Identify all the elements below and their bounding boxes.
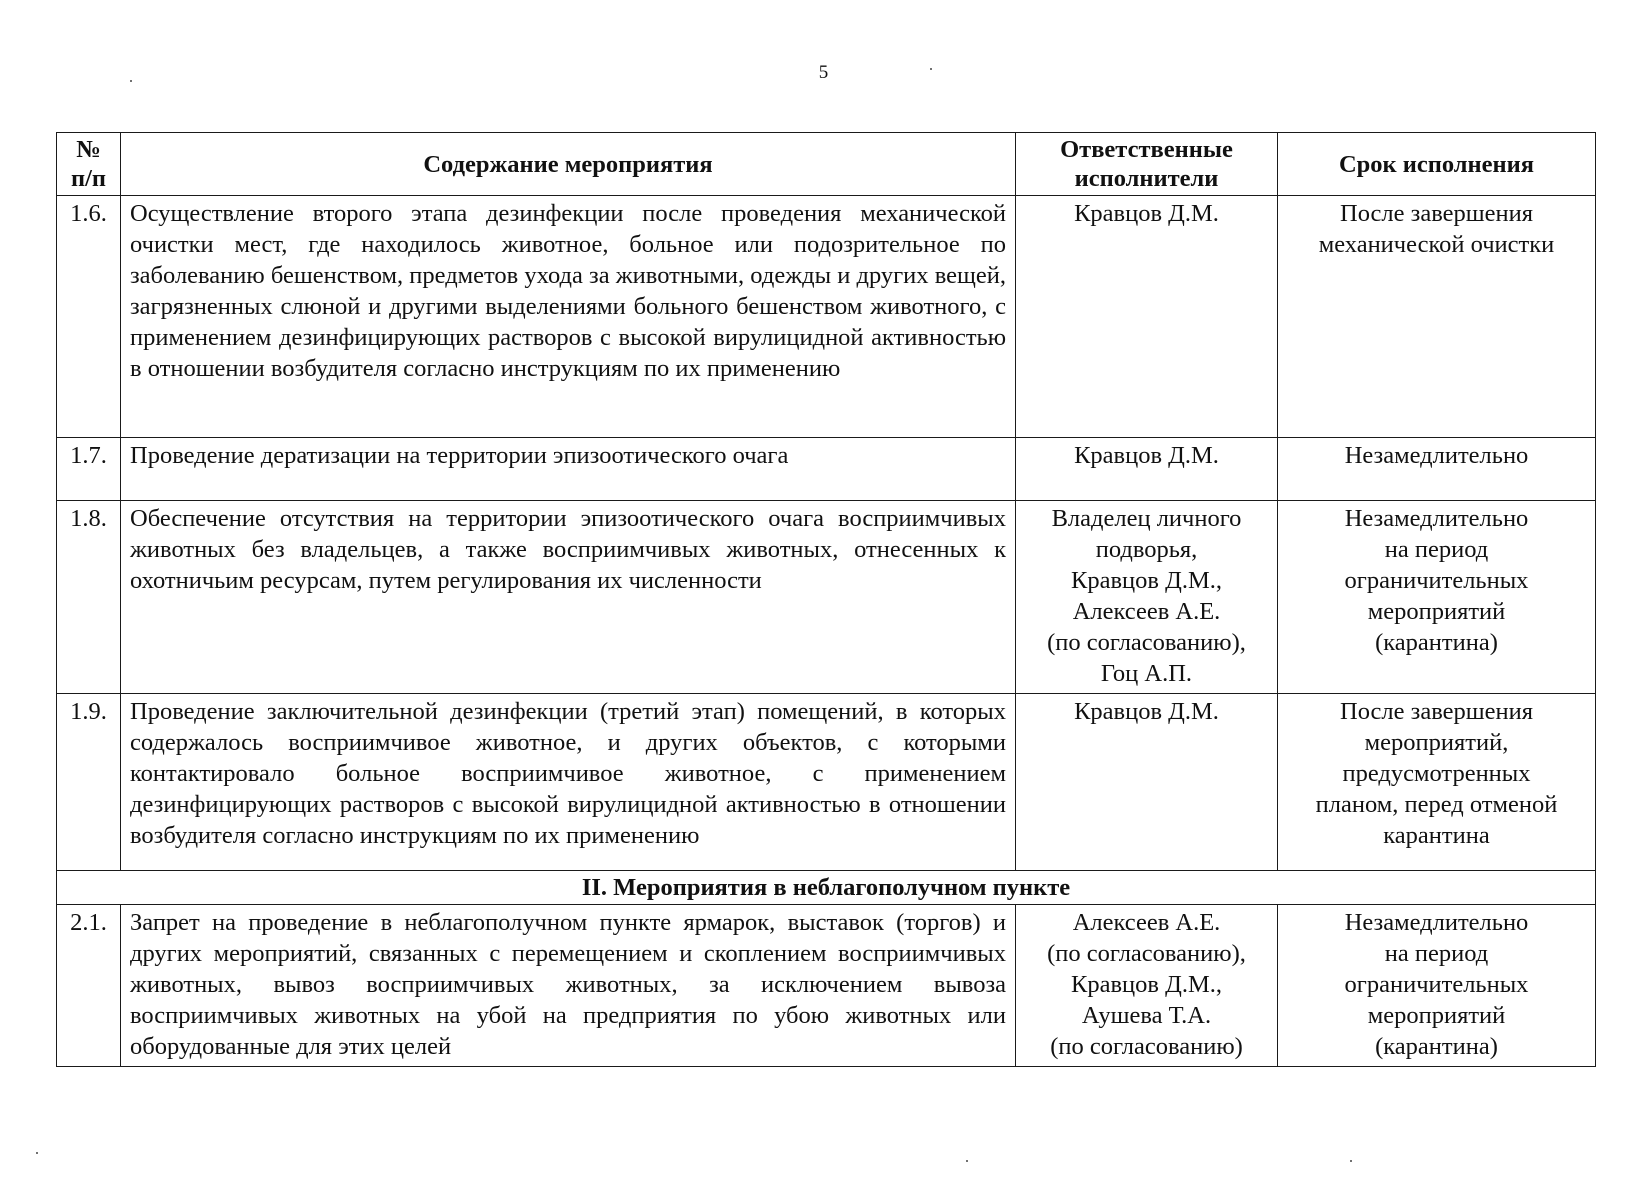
header-num: № п/п — [57, 133, 121, 196]
row-responsible — [1016, 196, 1278, 438]
term-line: (карантина) — [1375, 629, 1498, 656]
activities-table — [56, 132, 1596, 1067]
scan-speck — [1350, 1160, 1352, 1162]
scan-speck — [36, 1152, 38, 1154]
term-line: Незамедлительно — [1344, 442, 1529, 469]
term-line: предусмотренных — [1342, 760, 1531, 787]
term-line: (карантина) — [1375, 1033, 1498, 1060]
row-number: 2.1. — [57, 905, 121, 1067]
row-content: Проведение заключительной дезинфекции (третий этап) помещений, в которых содержалось восприимчивое животное, и других объектов, с которыми контактировало больное восприимчивое животное, с применением дезинфицирующих растворов с высокой вирулицидной активностью в отношении возбудителя согласно инструкциям по их применению — [121, 694, 1016, 871]
responsible-line: (по согласованию), — [1047, 629, 1246, 656]
term-line: После завершения — [1340, 698, 1533, 725]
responsible-line: (по согласованию) — [1050, 1033, 1243, 1060]
row-number: 1.9. — [57, 694, 121, 871]
term-line: Незамедлительно — [1344, 909, 1529, 936]
row-content: Проведение дератизации на территории эпизоотического очага — [121, 438, 1016, 501]
row-term — [1278, 438, 1596, 501]
row-number: 1.6. — [57, 196, 121, 438]
responsible-line: Алексеев А.Е. — [1072, 909, 1221, 936]
row-content: Обеспечение отсутствия на территории эпизоотического очага восприимчивых животных без владельцев, а также восприимчивых животных, отнесенных к охотничьим ресурсам, путем регулирования их численности — [121, 501, 1016, 694]
row-responsible — [1016, 438, 1278, 501]
header-term: Срок исполнения — [1278, 133, 1596, 196]
section-row — [57, 871, 1596, 905]
table-row — [57, 438, 1596, 501]
row-content: Осуществление второго этапа дезинфекции после проведения механической очистки мест, где находилось животное, больное или подозрительное по заболеванию бешенством, предметов ухода за животными, одежды и других вещей, загрязненных слюной и другими выделениями больного бешенством животного, с применением дезинфицирующих растворов с высокой вирулицидной активностью в отношении возбудителя согласно инструкциям по их применению — [121, 196, 1016, 438]
row-term — [1278, 501, 1596, 694]
responsible-line: подворья, — [1095, 536, 1198, 563]
row-term — [1278, 196, 1596, 438]
table-row — [57, 694, 1596, 871]
header-content: Содержание мероприятия — [121, 133, 1016, 196]
term-line: После завершения — [1340, 200, 1533, 227]
responsible-line: (по согласованию), — [1047, 940, 1246, 967]
term-line: на период — [1384, 940, 1489, 967]
term-line: мероприятий, — [1364, 729, 1509, 756]
row-content: Запрет на проведение в неблагополучном пункте ярмарок, выставок (торгов) и других мероприятий, связанных с перемещением и скоплением восприимчивых животных, вывоз восприимчивых животных, за исключением вывоза восприимчивых животных на убой на предприятия по убою животных или оборудованные для этих целей — [121, 905, 1016, 1067]
term-line: механической очистки — [1318, 231, 1555, 258]
scan-speck — [966, 1160, 968, 1162]
term-line: ограничительных — [1344, 971, 1529, 998]
responsible-line: Владелец личного — [1051, 505, 1242, 532]
responsible-line: Кравцов Д.М., — [1071, 567, 1222, 594]
scan-speck — [130, 80, 132, 82]
section-title: II. Мероприятия в неблагополучном пункте — [57, 871, 1596, 905]
row-term — [1278, 905, 1596, 1067]
term-line: мероприятий — [1367, 1002, 1506, 1029]
table-header-row — [57, 133, 1596, 196]
page-number: 5 — [818, 62, 829, 83]
term-line: на период — [1384, 536, 1489, 563]
scan-speck — [930, 68, 932, 70]
row-term — [1278, 694, 1596, 871]
table-row — [57, 196, 1596, 438]
row-number: 1.7. — [57, 438, 121, 501]
term-line: карантина — [1383, 822, 1490, 849]
responsible-line: Гоц А.П. — [1100, 660, 1193, 687]
term-line: ограничительных — [1344, 567, 1529, 594]
responsible-line: Кравцов Д.М., — [1071, 971, 1222, 998]
table-row — [57, 905, 1596, 1067]
row-responsible — [1016, 905, 1278, 1067]
responsible-line: Аушева Т.А. — [1081, 1002, 1212, 1029]
responsible-line: Кравцов Д.М. — [1074, 200, 1219, 227]
table-row — [57, 501, 1596, 694]
row-responsible — [1016, 501, 1278, 694]
term-line: мероприятий — [1367, 598, 1506, 625]
header-responsible: Ответственные исполнители — [1016, 133, 1278, 196]
term-line: Незамедлительно — [1344, 505, 1529, 532]
term-line: планом, перед отменой — [1315, 791, 1558, 818]
responsible-line: Кравцов Д.М. — [1074, 698, 1219, 725]
row-number: 1.8. — [57, 501, 121, 694]
row-responsible — [1016, 694, 1278, 871]
responsible-line: Кравцов Д.М. — [1074, 442, 1219, 469]
responsible-line: Алексеев А.Е. — [1072, 598, 1221, 625]
